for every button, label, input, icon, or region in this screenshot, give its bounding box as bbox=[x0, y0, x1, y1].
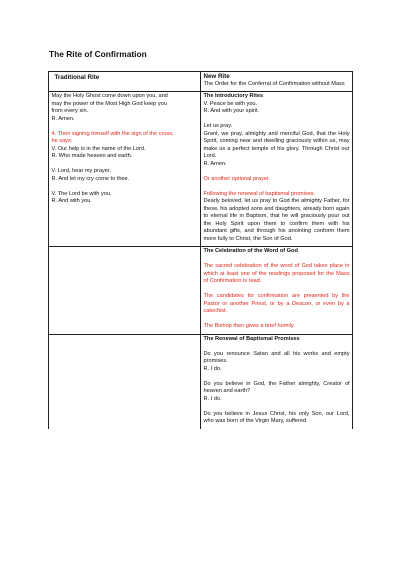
rubric-text: The candidates for confirmation are presented by the Pastor or another Priest, or by a Deacon, or even by a catechist. bbox=[203, 293, 350, 314]
versicle-line: V. Peace be with you. bbox=[203, 100, 258, 107]
rubric-line: Following the renewal of baptismal promises. bbox=[203, 190, 316, 197]
new-rite-subtitle: The Order for the Conferral of Confirmation without Mass bbox=[203, 80, 345, 87]
page-title: The Rite of Confirmation bbox=[49, 49, 147, 59]
text-line: from every sin. bbox=[51, 108, 89, 114]
traditional-rite-header bbox=[49, 72, 201, 92]
response-line: R. And with you. bbox=[51, 198, 92, 204]
renewal-cell bbox=[201, 334, 353, 429]
rubric-text: The Bishop then gives a brief homily. bbox=[203, 323, 295, 329]
comparison-table bbox=[48, 71, 353, 429]
response-line: R. I do. bbox=[203, 395, 222, 402]
versicle-line: V. Our help is in the name of the Lord. bbox=[51, 145, 146, 152]
traditional-rite-cell bbox=[49, 92, 201, 247]
response-line: R. And let my cry come to thee. bbox=[51, 175, 130, 182]
section-heading: The Renewal of Baptismal Promises bbox=[203, 335, 300, 342]
rubric-text: The sacred celebration of the word of God takes place in which at least one of the readings proposed for the Mass of Confirmation is read. bbox=[203, 263, 350, 284]
section-heading: The Introductory Rites bbox=[203, 93, 264, 99]
rubric-line: he says: bbox=[51, 138, 73, 144]
response-line: R. And with your spirit. bbox=[203, 108, 260, 114]
new-rite-title: New Rite bbox=[203, 73, 230, 80]
prayer-text: Dearly beloved, let us pray to God the almighty Father, for these, his adopted sons and daughters, already born again to eternal life in Baptism, that he will graciously pour out the Holy Spirit upon them to confirm them with his abundant gifts, and through his anointing conform them more fully to Christ, the Son of God. bbox=[203, 198, 350, 242]
question-text: Do you believe in God, the Father almighty, Creator of heaven and earth? bbox=[203, 380, 350, 394]
rubric-line: 4. Then signing himself with the sign of the cross, bbox=[51, 130, 174, 137]
versicle-line: V. The Lord be with you. bbox=[51, 190, 112, 197]
response-line: R. Amen. bbox=[203, 160, 227, 167]
rubric-line: Or another optional prayer. bbox=[203, 175, 271, 182]
empty-cell bbox=[49, 334, 201, 429]
text-line: May the Holy Ghost come down upon you, and bbox=[51, 93, 168, 99]
table-row-introductory bbox=[49, 92, 353, 247]
response-line: R. Amen. bbox=[51, 115, 75, 122]
response-line: R. I do. bbox=[203, 365, 222, 372]
section-heading: The Celebration of the Word of God bbox=[203, 248, 298, 254]
table-header-row bbox=[49, 72, 353, 92]
text-line: Let us pray. bbox=[203, 123, 233, 129]
question-text: Do you believe in Jesus Christ, his only Son, our Lord, who was born of the Virgin Mary, suffered bbox=[203, 410, 350, 424]
empty-cell bbox=[49, 247, 201, 335]
table-row-word bbox=[49, 247, 353, 335]
response-line: R. Who made heaven and earth. bbox=[51, 153, 133, 159]
prayer-text: Grant, we pray, almighty and merciful God, that the Holy Spirit, coming near and dwelling graciously within us, may make us a perfect temple of his glory. Through Christ our Lord. bbox=[203, 130, 350, 159]
versicle-line: V. Lord, hear my prayer. bbox=[51, 168, 111, 174]
new-rite-header bbox=[201, 72, 353, 92]
traditional-rite-title: Traditional Rite bbox=[54, 74, 100, 81]
text-line: may the power of the Most High God keep you bbox=[51, 100, 167, 107]
question-text: Do you renounce Satan and all his works and empty promises. bbox=[203, 350, 350, 364]
word-of-god-cell bbox=[201, 247, 353, 335]
table-row-renewal bbox=[49, 334, 353, 429]
introductory-rites-cell bbox=[201, 92, 353, 247]
